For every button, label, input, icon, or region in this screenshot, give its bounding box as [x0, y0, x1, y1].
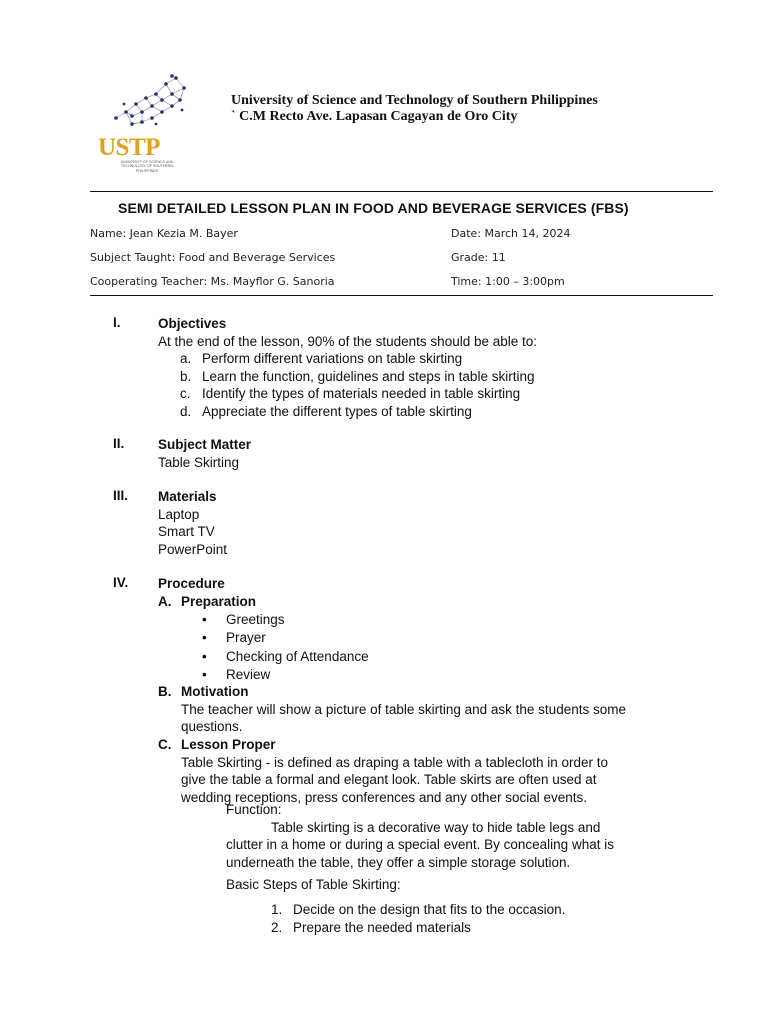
- list-item: 1. Decide on the design that fits to the occasion.: [271, 902, 566, 917]
- ustp-constellation-icon: [96, 72, 192, 138]
- motivation-label: B.: [158, 684, 172, 699]
- bullet-icon: •: [202, 666, 207, 682]
- info-name: Name: Jean Kezia M. Bayer: [90, 227, 238, 240]
- lesson-proper-label: C.: [158, 737, 172, 752]
- info-time: Time: 1:00 – 3:00pm: [451, 275, 565, 288]
- logo-wordmark: USTP: [98, 134, 160, 161]
- objectives-heading: Objectives: [158, 316, 227, 331]
- list-item: • Checking of Attendance: [202, 648, 369, 666]
- subject-matter-heading: Subject Matter: [158, 437, 252, 452]
- preparation-heading: Preparation: [181, 594, 257, 609]
- materials-numeral: III.: [113, 488, 129, 503]
- materials-heading: Materials: [158, 489, 217, 504]
- list-item: 2. Prepare the needed materials: [271, 919, 471, 935]
- objectives-intro: At the end of the lesson, 90% of the students should be able to:: [158, 333, 538, 349]
- procedure-numeral: IV.: [113, 575, 129, 590]
- info-teacher: Cooperating Teacher: Ms. Mayflor G. Sanoria: [90, 275, 335, 288]
- function-line: underneath the table, they offer a simple storage solution.: [226, 854, 571, 870]
- list-item: Smart TV: [158, 524, 215, 539]
- subject-matter-numeral: II.: [113, 436, 125, 451]
- list-item: c. Identify the types of materials needed in table skirting: [180, 386, 521, 401]
- list-item: Laptop: [158, 506, 200, 522]
- ustp-logo: [96, 72, 192, 176]
- list-item: • Review: [202, 666, 369, 684]
- motivation-line: questions.: [181, 719, 243, 734]
- procedure-heading: Procedure: [158, 576, 225, 591]
- objectives-numeral: I.: [113, 315, 121, 330]
- subject-matter-text: Table Skirting: [158, 454, 240, 470]
- logo-subtext: UNIVERSITY OF SCIENCE AND TECHNOLOGY OF SOUTHERN PHILIPPINES: [120, 160, 174, 173]
- objectives-list: [158, 350, 537, 420]
- university-name: University of Science and Technology of Southern Philippines: [231, 93, 598, 108]
- list-item: • Prayer: [202, 629, 369, 647]
- subject-matter-section: [158, 436, 251, 471]
- preparation-label: A.: [158, 594, 172, 609]
- steps-heading: Basic Steps of Table Skirting:: [226, 877, 401, 892]
- info-grade: Grade: 11: [451, 251, 506, 264]
- bullet-icon: •: [202, 630, 207, 646]
- bullet-icon: •: [202, 612, 207, 627]
- header-rule-top: [90, 191, 713, 192]
- university-address: ` C.M Recto Ave. Lapasan Cagayan de Oro City: [231, 109, 518, 124]
- info-date: Date: March 14, 2024: [451, 227, 571, 240]
- motivation-heading: Motivation: [181, 684, 249, 699]
- document-title: SEMI DETAILED LESSON PLAN IN FOOD AND BEVERAGE SERVICES (FBS): [118, 200, 629, 216]
- list-item: d. Appreciate the different types of table skirting: [180, 403, 472, 419]
- lesson-proper-heading: Lesson Proper: [181, 737, 276, 752]
- definition-line: wedding receptions, press conferences and any other social events.: [181, 789, 587, 805]
- definition-line: Table Skirting - is defined as draping a table with a tablecloth in order to: [181, 754, 608, 770]
- lesson-proper-section: [181, 736, 608, 806]
- objectives-section: [158, 315, 537, 420]
- list-item: b. Learn the function, guidelines and steps in table skirting: [180, 368, 535, 384]
- motivation-line: The teacher will show a picture of table skirting and ask the students some: [181, 701, 626, 717]
- function-line: Table skirting is a decorative way to hide table legs and: [271, 819, 601, 835]
- header-rule-bottom: [90, 295, 713, 296]
- motivation-section: [181, 683, 626, 736]
- bullet-icon: •: [202, 648, 207, 664]
- list-item: PowerPoint: [158, 541, 228, 557]
- list-item: • Greetings: [202, 611, 369, 629]
- definition-line: give the table a formal and elegant look. Table skirts are often used at: [181, 772, 597, 787]
- preparation-list: [202, 611, 369, 684]
- info-subject: Subject Taught: Food and Beverage Services: [90, 251, 336, 264]
- function-label: Function:: [226, 802, 282, 817]
- function-block: [226, 801, 614, 871]
- steps-list: [271, 901, 565, 936]
- materials-section: [158, 488, 227, 558]
- function-line: clutter in a home or during a special event. By concealing what is: [226, 837, 614, 852]
- list-item: a. Perform different variations on table skirting: [180, 351, 463, 366]
